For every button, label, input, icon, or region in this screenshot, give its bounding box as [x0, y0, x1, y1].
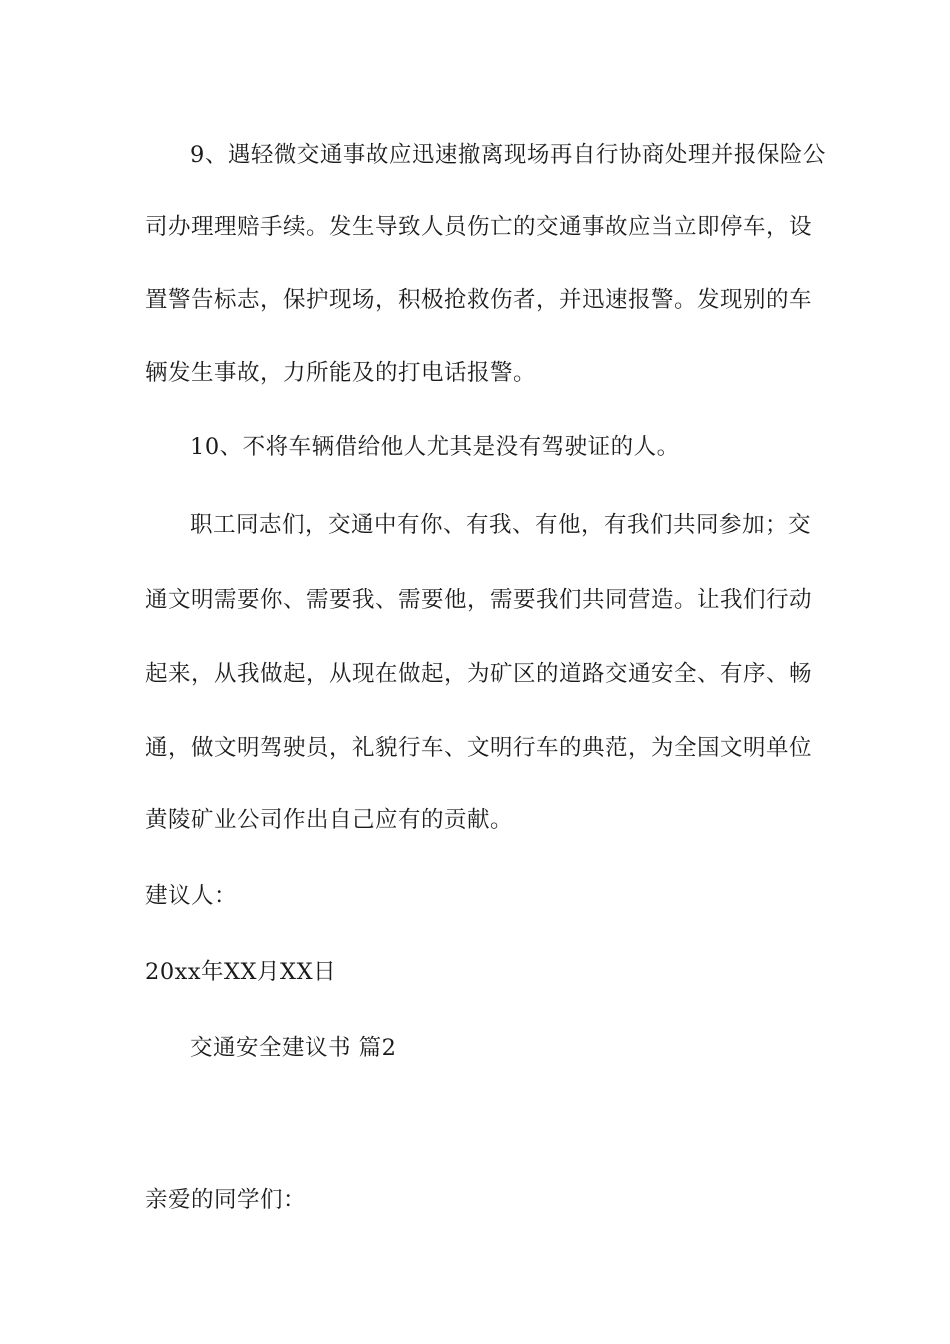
paragraph-item-9-line-2: 司办理理赔手续。发生导致人员伤亡的交通事故应当立即停车，设 — [145, 214, 813, 240]
closing-paragraph-line-5: 黄陵矿业公司作出自己应有的贡献。 — [145, 807, 514, 833]
paragraph-item-9-line-4: 辆发生事故，力所能及的打电话报警。 — [145, 360, 537, 386]
section-heading: 交通安全建议书 篇2 — [190, 1035, 397, 1061]
closing-paragraph-line-4: 通，做文明驾驶员，礼貌行车、文明行车的典范，为全国文明单位 — [145, 735, 813, 761]
closing-paragraph-line-1: 职工同志们，交通中有你、有我、有他，有我们共同参加；交 — [190, 512, 812, 538]
paragraph-item-9-line-1: 9、遇轻微交通事故应迅速撤离现场再自行协商处理并报保险公 — [190, 142, 826, 168]
closing-paragraph-line-2: 通文明需要你、需要我、需要他，需要我们共同营造。让我们行动 — [145, 587, 813, 613]
salutation: 亲爱的同学们： — [145, 1187, 307, 1213]
paragraph-item-10: 10、不将车辆借给他人尤其是没有驾驶证的人。 — [190, 434, 680, 460]
paragraph-item-9-line-3: 置警告标志，保护现场，积极抢救伤者，并迅速报警。发现别的车 — [145, 287, 813, 313]
proposer-label: 建议人： — [145, 883, 238, 909]
closing-paragraph-line-3: 起来，从我做起，从现在做起，为矿区的道路交通安全、有序、畅 — [145, 661, 813, 687]
date-line: 20xx年XX月XX日 — [145, 959, 337, 985]
